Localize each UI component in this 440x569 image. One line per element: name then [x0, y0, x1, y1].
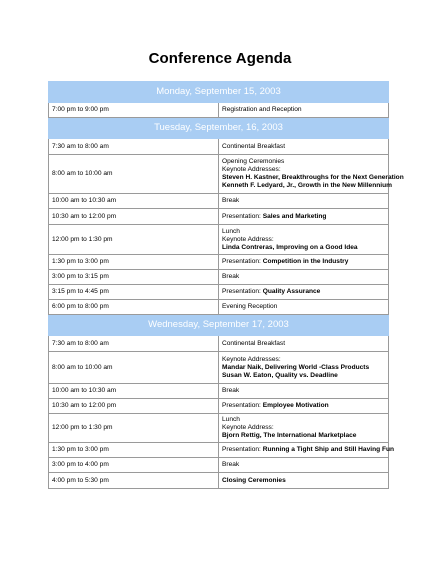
agenda-row [49, 225, 389, 255]
session-line: Break [222, 197, 240, 204]
session-line: Keynote Address: [222, 235, 274, 243]
time-slot: 3:15 pm to 4:45 pm [49, 285, 219, 300]
time-slot: 12:00 pm to 1:30 pm [49, 414, 219, 443]
session-description [219, 209, 389, 225]
agenda-row [49, 139, 389, 155]
session-description [219, 225, 389, 255]
session-line: Lunch [222, 416, 240, 423]
session-description [219, 458, 389, 473]
day-header: Monday, September 15, 2003 [49, 82, 389, 103]
session-line: Presentation: Competition in the Industry [222, 258, 349, 265]
session-line: Kenneth F. Ledyard, Jr., Growth in the New Millennium [222, 182, 392, 189]
session-topic: Quality Assurance [262, 288, 321, 295]
session-line: Presentation: Running a Tight Ship and Still Having Fun [222, 446, 395, 453]
day-header-row [49, 118, 389, 139]
session-topic: Running a Tight Ship and Still Having Fun [262, 446, 395, 453]
session-line: Linda Contreras, Improving on a Good Idea [222, 243, 358, 251]
session-description [219, 336, 389, 352]
time-slot: 3:00 pm to 4:00 pm [49, 458, 219, 473]
session-description [219, 384, 389, 399]
agenda-row [49, 285, 389, 300]
agenda-row [49, 270, 389, 285]
day-header: Tuesday, September, 16, 2003 [49, 118, 389, 139]
session-topic: Competition in the Industry [262, 258, 349, 265]
session-line: Keynote Addresses: [222, 166, 281, 173]
session-line: Opening Ceremonies [222, 158, 285, 165]
session-line: Closing Ceremonies [222, 476, 286, 484]
time-slot: 4:00 pm to 5:30 pm [49, 473, 219, 489]
session-description [219, 443, 395, 458]
session-description [219, 300, 389, 315]
agenda-row [49, 255, 389, 270]
session-description [219, 139, 389, 155]
session-description [219, 194, 389, 209]
agenda-row [49, 103, 389, 118]
page-title: Conference Agenda [148, 50, 292, 67]
agenda-row [49, 155, 389, 194]
session-line: Bjorn Rettig, The International Marketplace [222, 432, 357, 439]
session-description [219, 414, 389, 443]
session-line: Continental Breakfast [222, 339, 286, 347]
time-slot: 7:30 am to 8:00 am [49, 139, 219, 155]
session-description [219, 285, 389, 300]
session-description [219, 155, 404, 194]
session-line: Continental Breakfast [222, 142, 286, 150]
time-slot: 8:00 am to 10:00 am [49, 155, 219, 194]
day-header-row [49, 82, 389, 103]
agenda-row [49, 352, 389, 384]
time-slot: 10:00 am to 10:30 am [49, 384, 219, 399]
session-line: Presentation: Sales and Marketing [222, 212, 327, 220]
session-line: Break [222, 387, 240, 394]
session-line: Presentation: Quality Assurance [222, 288, 321, 295]
session-line: Mandar Naik, Delivering World -Class Products [222, 363, 370, 371]
time-slot: 3:00 pm to 3:15 pm [49, 270, 219, 285]
time-slot: 1:30 pm to 3:00 pm [49, 443, 219, 458]
agenda-row [49, 399, 389, 414]
session-line: Evening Reception [222, 303, 278, 310]
time-slot: 10:00 am to 10:30 am [49, 194, 219, 209]
agenda-row [49, 300, 389, 315]
session-line: Keynote Address: [222, 424, 274, 431]
session-description [219, 103, 389, 118]
time-slot: 12:00 pm to 1:30 pm [49, 225, 219, 255]
session-line: Registration and Reception [222, 106, 302, 113]
session-line: Steven H. Kastner, Breakthroughs for the Next Generation [222, 174, 404, 181]
day-header: Wednesday, September 17, 2003 [49, 315, 389, 336]
agenda-row [49, 414, 389, 443]
time-slot: 10:30 am to 12:00 pm [49, 399, 219, 414]
agenda-row [49, 194, 389, 209]
agenda-row [49, 384, 389, 399]
time-slot: 7:00 pm to 9:00 pm [49, 103, 219, 118]
session-description [219, 255, 389, 270]
session-topic: Employee Motivation [262, 402, 329, 409]
agenda-row [49, 209, 389, 225]
agenda-row [49, 336, 389, 352]
time-slot: 8:00 am to 10:00 am [49, 352, 219, 384]
session-description [219, 352, 389, 384]
time-slot: 6:00 pm to 8:00 pm [49, 300, 219, 315]
session-line: Keynote Addresses: [222, 355, 281, 363]
session-topic: Sales and Marketing [262, 212, 327, 220]
session-description [219, 399, 389, 414]
session-line: Presentation: Employee Motivation [222, 402, 329, 409]
agenda-table [48, 81, 404, 489]
session-line: Lunch [222, 227, 240, 235]
time-slot: 1:30 pm to 3:00 pm [49, 255, 219, 270]
session-line: Break [222, 461, 240, 468]
time-slot: 7:30 am to 8:00 am [49, 336, 219, 352]
time-slot: 10:30 am to 12:00 pm [49, 209, 219, 225]
session-description [219, 270, 389, 285]
session-description [219, 473, 389, 489]
session-line: Break [222, 273, 240, 280]
agenda-row [49, 473, 389, 489]
session-line: Susan W. Eaton, Quality vs. Deadline [222, 371, 338, 379]
agenda-row [49, 458, 389, 473]
day-header-row [49, 315, 389, 336]
agenda-row [49, 443, 389, 458]
